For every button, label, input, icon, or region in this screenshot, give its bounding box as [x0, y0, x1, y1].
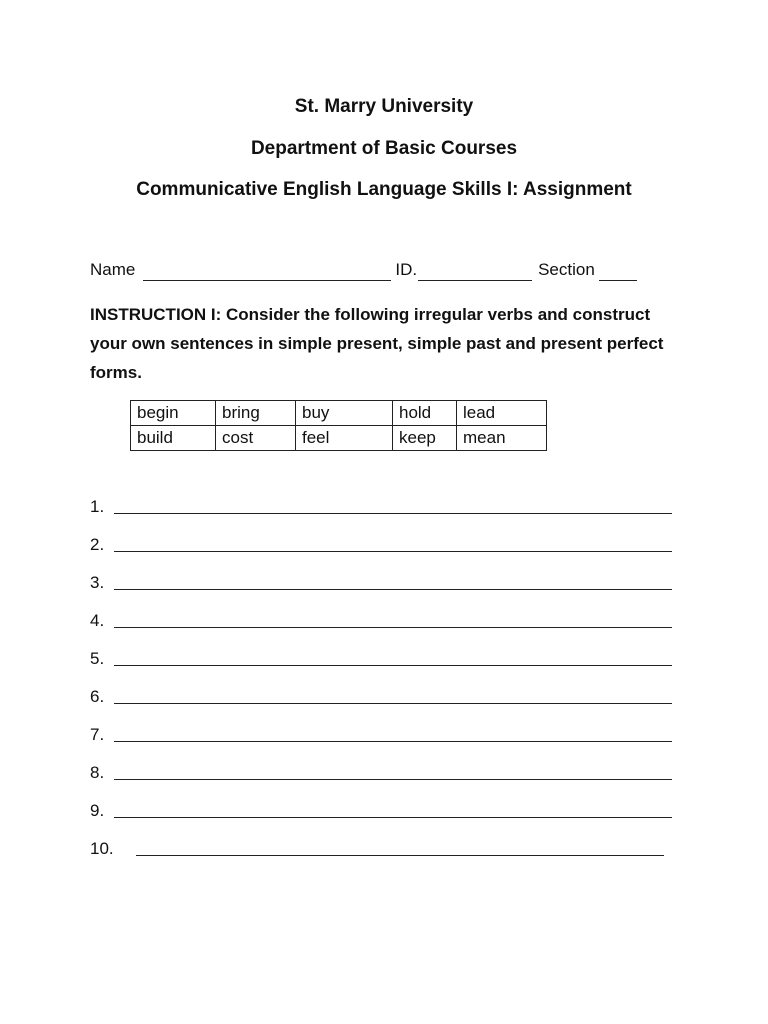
answer-number: 5. — [90, 649, 105, 668]
name-blank[interactable] — [143, 262, 391, 281]
list-item — [90, 493, 690, 531]
verb-cell: begin — [131, 401, 216, 426]
answer-blank[interactable] — [114, 779, 672, 780]
answer-number: 6. — [90, 687, 105, 706]
verb-cell: feel — [296, 426, 393, 451]
list-item — [90, 835, 690, 873]
list-item — [90, 607, 690, 645]
answer-list — [90, 493, 690, 873]
instruction-text: INSTRUCTION I: Consider the following irregular verbs and construct your own sentences in simple present, simple past and present perfect forms. — [90, 305, 664, 382]
answer-number: 1. — [90, 497, 105, 516]
list-item — [90, 683, 690, 721]
answer-number: 10. — [90, 839, 114, 858]
table-row — [131, 401, 547, 426]
answer-blank[interactable] — [136, 855, 664, 856]
id-label: ID. — [395, 260, 418, 279]
list-item — [90, 569, 690, 607]
answer-number: 3. — [90, 573, 105, 592]
list-item — [90, 531, 690, 569]
answer-number: 8. — [90, 763, 105, 782]
name-label: Name — [90, 260, 136, 279]
answer-blank[interactable] — [114, 741, 672, 742]
list-item — [90, 645, 690, 683]
list-item — [90, 721, 690, 759]
answer-number: 2. — [90, 535, 105, 554]
verb-cell: bring — [216, 401, 296, 426]
verb-cell: keep — [393, 426, 457, 451]
list-item — [90, 759, 690, 797]
answer-blank[interactable] — [114, 589, 672, 590]
assignment-title: Communicative English Language Skills I: Assignment — [136, 179, 632, 200]
answer-blank[interactable] — [114, 627, 672, 628]
university-title: St. Marry University — [294, 96, 474, 117]
student-info-row — [90, 259, 637, 281]
verb-cell: cost — [216, 426, 296, 451]
section-label: Section — [538, 260, 595, 279]
answer-blank[interactable] — [114, 513, 672, 514]
answer-number: 4. — [90, 611, 105, 630]
department-title: Department of Basic Courses — [250, 138, 518, 159]
answer-blank[interactable] — [114, 703, 672, 704]
verbs-table — [130, 400, 547, 451]
answer-number: 9. — [90, 801, 105, 820]
answer-blank[interactable] — [114, 551, 672, 552]
answer-number: 7. — [90, 725, 105, 744]
table-row — [131, 426, 547, 451]
list-item — [90, 797, 690, 835]
answer-blank[interactable] — [114, 665, 672, 666]
verb-cell: build — [131, 426, 216, 451]
verb-cell: buy — [296, 401, 393, 426]
answer-blank[interactable] — [114, 817, 672, 818]
id-blank[interactable] — [418, 262, 532, 281]
verb-cell: mean — [457, 426, 547, 451]
verb-cell: hold — [393, 401, 457, 426]
verb-cell: lead — [457, 401, 547, 426]
section-blank[interactable] — [599, 262, 637, 281]
